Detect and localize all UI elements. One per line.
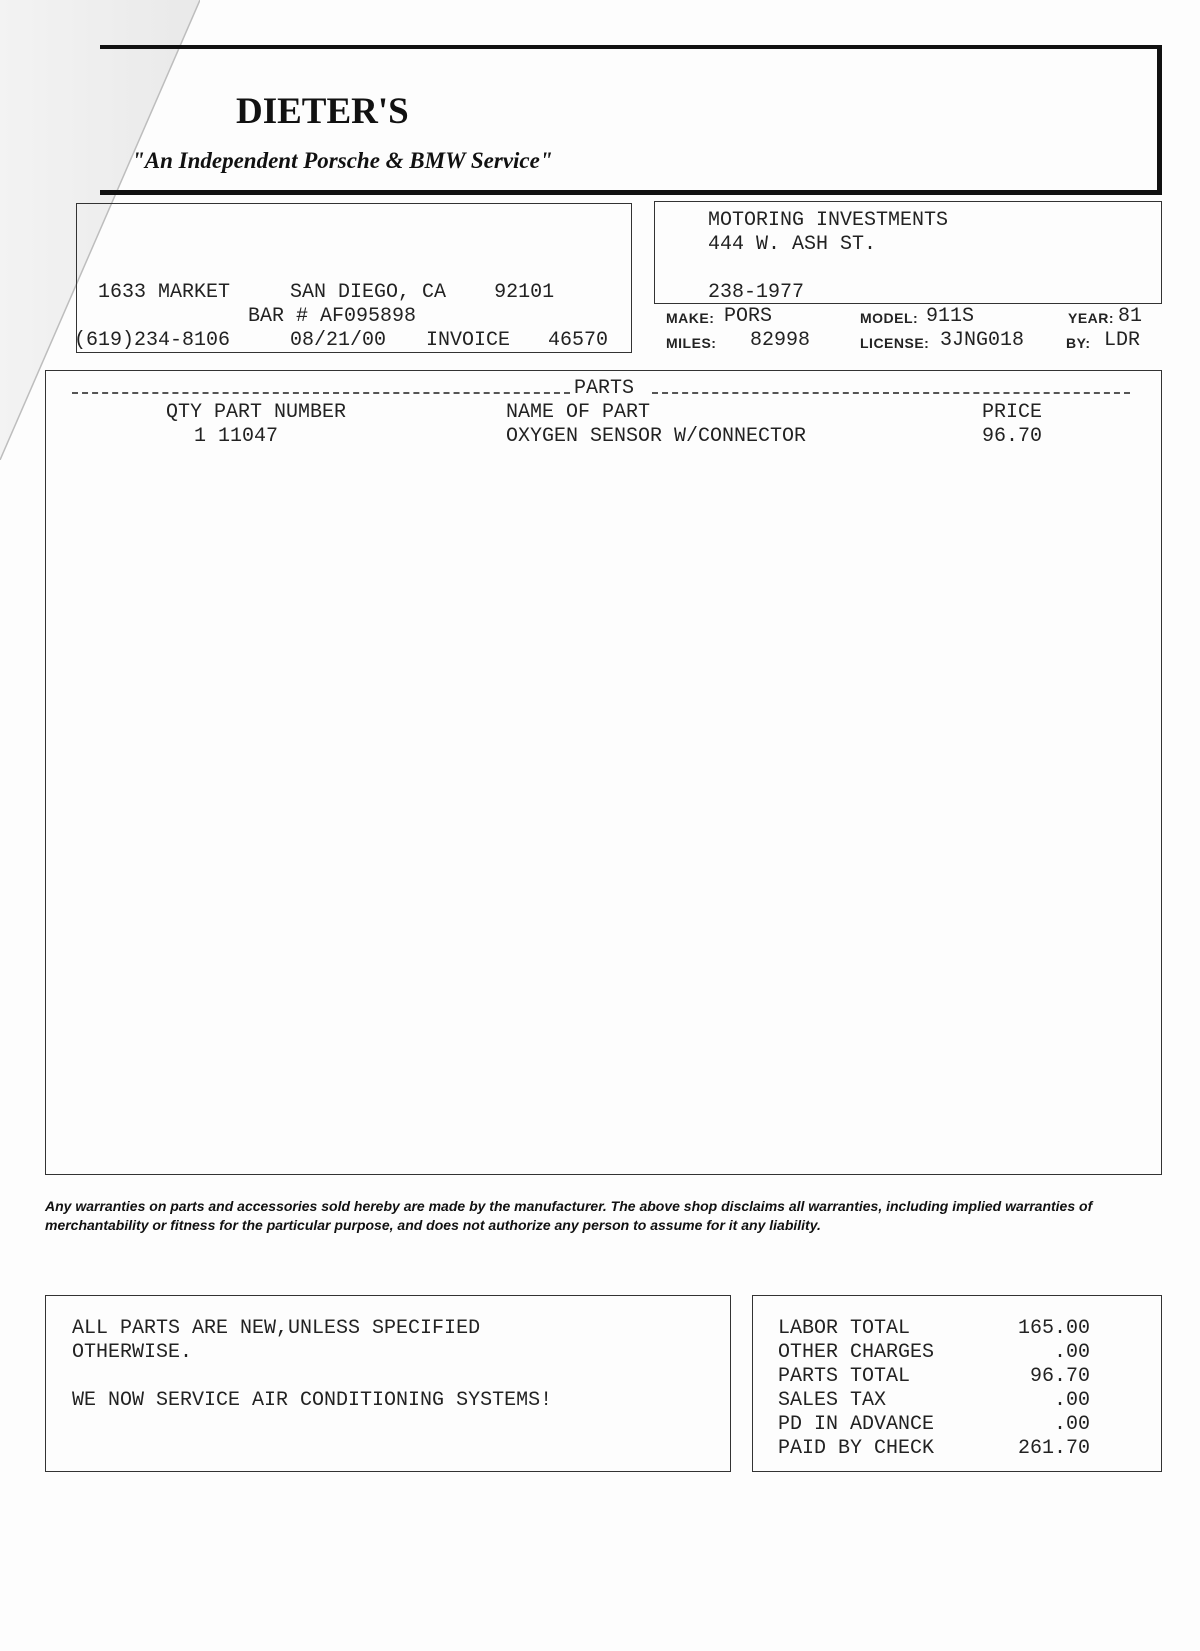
header-price: PRICE xyxy=(982,401,1043,424)
year-label: YEAR: xyxy=(1068,310,1115,326)
total-label-tax: SALES TAX xyxy=(778,1389,887,1412)
warranty-disclaimer: Any warranties on parts and accessories sold hereby are made by the manufacturer. The above shop disclaims all warranties, including implied warranties of merchantability or fitness for the particular purpose, and does not authorize any person to assume for it any liability. xyxy=(45,1198,1093,1233)
part-row-price: 96.70 xyxy=(982,425,1043,448)
customer-street: 444 W. ASH ST. xyxy=(708,233,877,256)
bar-number: BAR # AF095898 xyxy=(248,305,417,328)
model-label: MODEL: xyxy=(860,310,919,326)
parts-section-title: PARTS xyxy=(574,377,635,400)
total-value-other: .00 xyxy=(1053,1341,1090,1364)
total-value-paid: 261.70 xyxy=(1017,1437,1090,1460)
invoice-date: 08/21/00 xyxy=(290,329,387,352)
total-value-advance: .00 xyxy=(1053,1413,1090,1436)
total-label-other: OTHER CHARGES xyxy=(778,1341,935,1364)
part-row-qty-number: 1 11047 xyxy=(194,425,279,448)
total-value-labor: 165.00 xyxy=(1017,1317,1090,1340)
parts-dashed-rule-left xyxy=(72,392,570,394)
shop-address: 1633 MARKET SAN DIEGO, CA 92101 xyxy=(98,281,555,304)
make-label: MAKE: xyxy=(666,310,715,326)
total-label-parts: PARTS TOTAL xyxy=(778,1365,911,1388)
header-qty-part-number: QTY PART NUMBER xyxy=(166,401,347,424)
vehicle-make: PORS xyxy=(724,305,773,328)
vehicle-license: 3JNG018 xyxy=(940,329,1025,352)
total-label-paid: PAID BY CHECK xyxy=(778,1437,935,1460)
vehicle-miles: 82998 xyxy=(750,329,811,352)
invoice-number: 46570 xyxy=(548,329,609,352)
by-label: BY: xyxy=(1066,335,1091,351)
shop-name: DIETER'S xyxy=(236,91,409,132)
notes-line-1: ALL PARTS ARE NEW,UNLESS SPECIFIED xyxy=(72,1317,481,1340)
header-name-of-part: NAME OF PART xyxy=(506,401,651,424)
shop-tagline: "An Independent Porsche & BMW Service" xyxy=(132,148,553,173)
parts-box xyxy=(45,370,1162,1175)
vehicle-year: 81 xyxy=(1118,305,1143,328)
notes-line-3: WE NOW SERVICE AIR CONDITIONING SYSTEMS! xyxy=(72,1389,553,1412)
customer-name: MOTORING INVESTMENTS xyxy=(708,209,949,232)
total-label-advance: PD IN ADVANCE xyxy=(778,1413,935,1436)
customer-phone: 238-1977 xyxy=(708,281,805,304)
parts-dashed-rule-right xyxy=(652,392,1130,394)
vehicle-model: 911S xyxy=(926,305,975,328)
miles-label: MILES: xyxy=(666,335,717,351)
serviced-by: LDR xyxy=(1104,329,1141,352)
total-value-parts: 96.70 xyxy=(1029,1365,1090,1388)
part-row-name: OXYGEN SENSOR W/CONNECTOR xyxy=(506,425,807,448)
shop-phone: (619)234-8106 xyxy=(74,329,231,352)
license-label: LICENSE: xyxy=(860,335,930,351)
invoice-label: INVOICE xyxy=(426,329,511,352)
total-label-labor: LABOR TOTAL xyxy=(778,1317,911,1340)
total-value-tax: .00 xyxy=(1053,1389,1090,1412)
notes-line-2: OTHERWISE. xyxy=(72,1341,193,1364)
